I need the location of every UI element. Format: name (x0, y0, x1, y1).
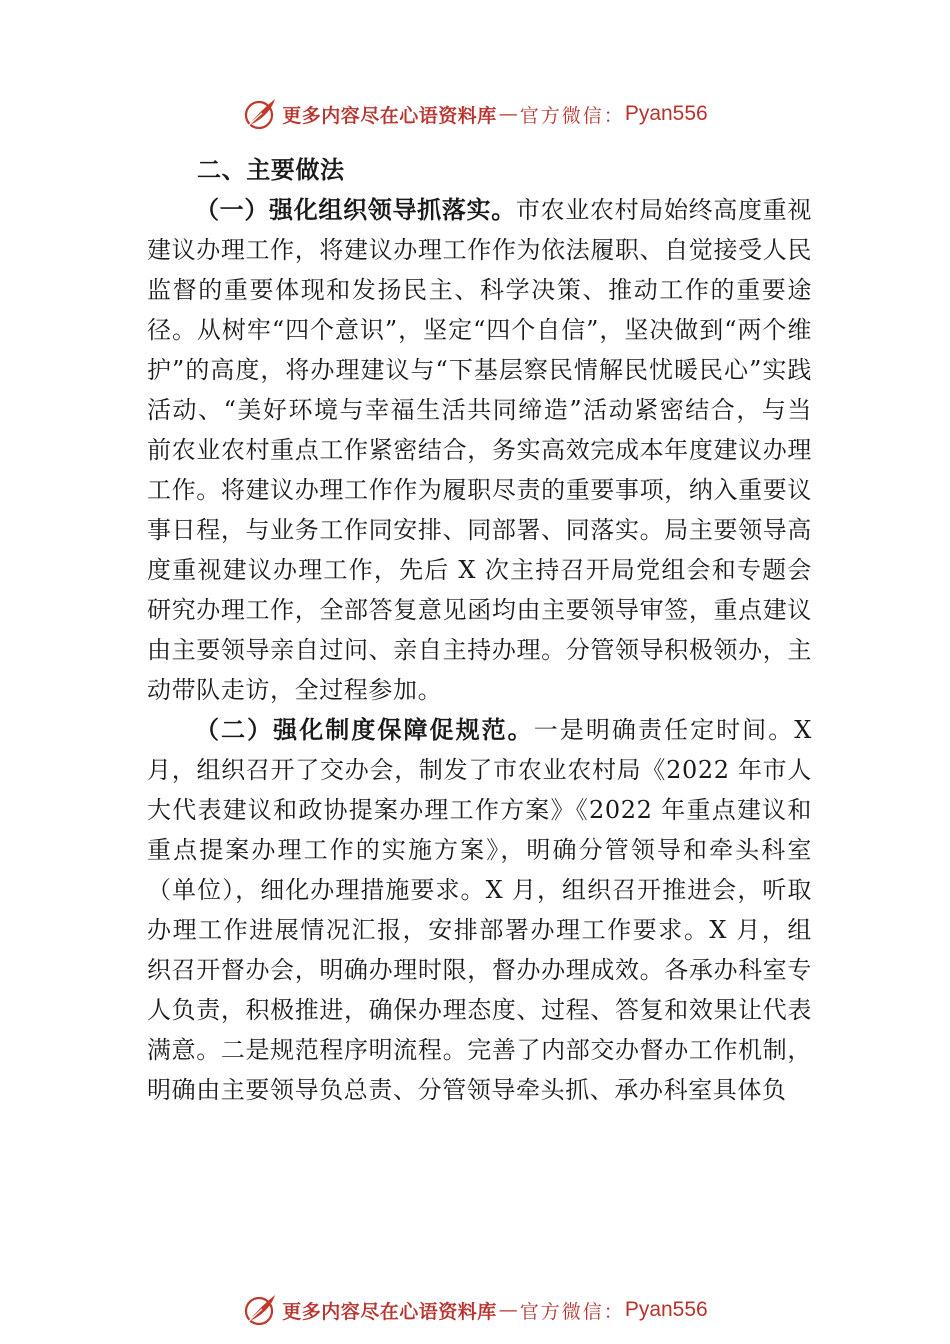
watermark-id: Pyan556 (624, 1298, 708, 1321)
paragraph-1 (147, 190, 812, 710)
section-heading: 二、主要做法 (197, 156, 345, 184)
paragraph-2 (147, 710, 812, 1110)
watermark-brand: 更多内容尽在心语资料库 (282, 104, 497, 127)
paragraph-1-lead: （一）强化组织领导抓落实。 (195, 195, 516, 224)
watermark-header (0, 94, 950, 134)
paragraph-2-body: 一是明确责任定时间。X 月，组织召开了交办会，制发了市农业农村局《2022 年市人大代表建议和政协提案办理工作方案》《2022 年重点建议和重点提案办理工作的实施方案》，明确分管领导和牵头科室（单位），细化办理措施要求。X 月，组织召开推进会，听取办理工作进展情况汇报，安排部署办理工作要求。X 月，组织召开督办会，明确办理时限，督办办理成效。各承办科室专人负责，积极推进，确保办理态度、过程、答复和效果让代表满意。二是规范程序明流程。完善了内部交办督办工作机制，明确由主要领导负总责、分管领导牵头抓、承办科室具体负 (147, 716, 812, 1104)
feather-pen-seal-icon (242, 96, 278, 132)
watermark-brand: 更多内容尽在心语资料库 (282, 1300, 497, 1323)
watermark-sub: 官方微信： (519, 1300, 625, 1323)
watermark-dash: — (498, 103, 518, 125)
paragraph-2-lead: （二）强化制度保障促规范。 (195, 715, 534, 744)
watermark-sub: 官方微信： (519, 104, 625, 127)
feather-pen-seal-icon (242, 1292, 278, 1328)
watermark-footer (0, 1290, 950, 1330)
paragraph-1-body: 市农业农村局始终高度重视建议办理工作，将建议办理工作作为依法履职、自觉接受人民监督的重要体现和发扬民主、科学决策、推动工作的重要途径。从树牢“四个意识”，坚定“四个自信”，坚决做到“两个维护”的高度，将办理建议与“下基层察民情解民忧暖民心”实践活动、“美好环境与幸福生活共同缔造”活动紧密结合，与当前农业农村重点工作紧密结合，务实高效完成本年度建议办理工作。将建议办理工作作为履职尽责的重要事项，纳入重要议事日程，与业务工作同安排、同部署、同落实。局主要领导高度重视建议办理工作，先后 X 次主持召开局党组会和专题会研究办理工作，全部答复意见函均由主要领导审签，重点建议由主要领导亲自过问、亲自主持办理。分管领导积极领办，主动带队走访，全过程参加。 (147, 196, 812, 704)
watermark-dash: — (498, 1299, 518, 1321)
document-body (147, 150, 812, 1110)
watermark-id: Pyan556 (624, 102, 708, 125)
